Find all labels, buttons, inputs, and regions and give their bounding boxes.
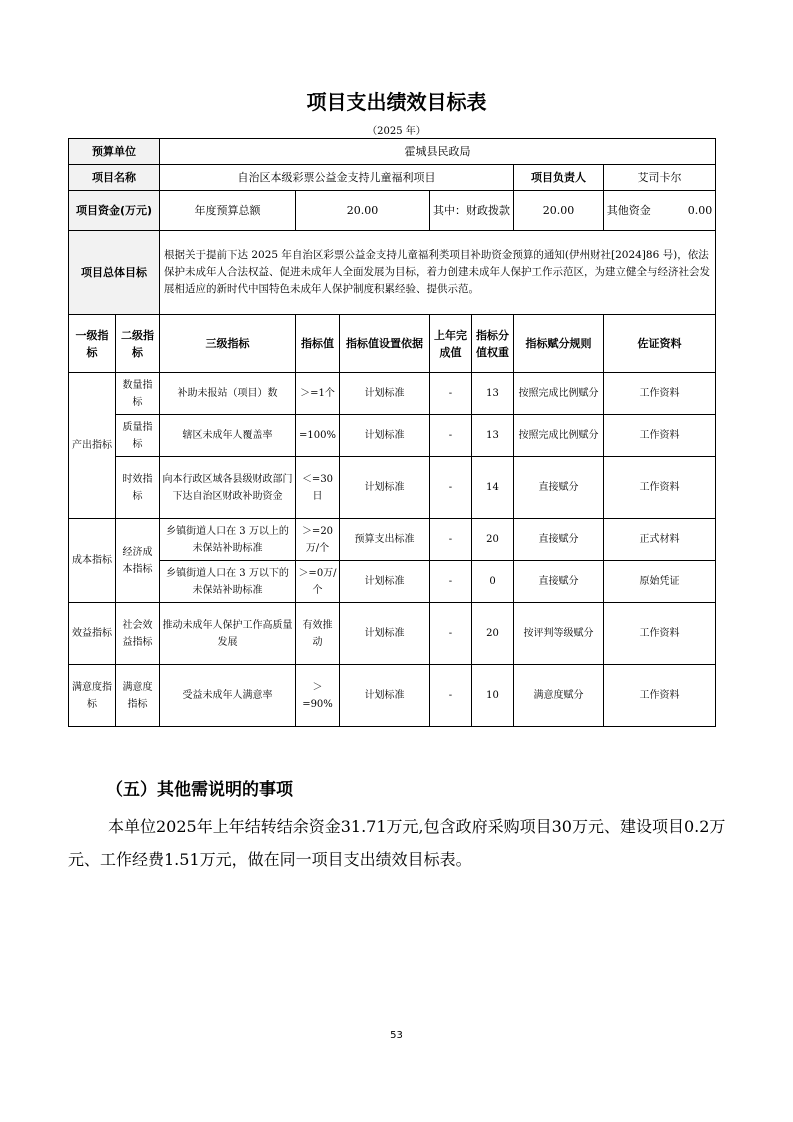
cell-rule: 满意度赋分 (514, 665, 604, 727)
cell-level3: 乡镇街道人口在 3 万以下的未保站补助标准 (160, 561, 296, 603)
overall-goal-label: 项目总体目标 (69, 231, 160, 315)
cell-weight: 13 (472, 415, 514, 457)
cell-weight: 0 (472, 561, 514, 603)
cell-evidence: 工作资料 (604, 373, 716, 415)
cell-level2: 满意度指标 (116, 665, 160, 727)
cell-level2: 时效指标 (116, 457, 160, 519)
cell-weight: 20 (472, 603, 514, 665)
cell-prev: - (430, 415, 472, 457)
cell-level3: 向本行政区域各县级财政部门下达自治区财政补助资金 (160, 457, 296, 519)
other-funds-label: 其他资金 (606, 204, 651, 217)
cell-level2: 经济成本指标 (116, 519, 160, 603)
col-prev: 上年完成值 (430, 315, 472, 373)
overall-goal-text: 根据关于提前下达 2025 年自治区彩票公益金支持儿童福利类项目补助资金预算的通知(伊州财社[2024]86 号)，依法保护未成年人合法权益、促进未成年人全面发展为目标，着力创建未成年人保护工作示范区，为建立健全与经济社会发展相适应的新时代中国特色未成年人保护制度积累经验、提供示范。 (160, 231, 716, 315)
cell-evidence: 工作资料 (604, 665, 716, 727)
cell-value: ＞=90% (296, 665, 340, 727)
cell-prev: - (430, 665, 472, 727)
cell-rule: 直接赋分 (514, 519, 604, 561)
cell-evidence: 工作资料 (604, 457, 716, 519)
cell-level2: 社会效益指标 (116, 603, 160, 665)
cell-value: ＞=0万/个 (296, 561, 340, 603)
cell-level3: 推动未成年人保护工作高质量发展 (160, 603, 296, 665)
col-level2: 二级指标 (116, 315, 160, 373)
cell-rule: 直接赋分 (514, 561, 604, 603)
col-weight: 指标分值权重 (472, 315, 514, 373)
table-row (69, 603, 716, 665)
cell-level3: 补助未报站（项目）数 (160, 373, 296, 415)
section-paragraph: 本单位2025年上年结转结余资金31.71万元,包含政府采购项目30万元、建设项目0.2万元、工作经费1.51万元，做在同一项目支出绩效目标表。 (68, 817, 726, 869)
cell-prev: - (430, 603, 472, 665)
cell-weight: 13 (472, 373, 514, 415)
cell-prev: - (430, 457, 472, 519)
col-level1: 一级指标 (69, 315, 116, 373)
other-funds-value (604, 191, 716, 231)
page-number: 53 (390, 1030, 403, 1041)
budget-unit-value: 霍城县民政局 (160, 139, 716, 165)
cell-weight: 10 (472, 665, 514, 727)
cell-evidence: 原始凭证 (604, 561, 716, 603)
cell-weight: 14 (472, 457, 514, 519)
group-cost: 成本指标 (69, 519, 116, 603)
table-row (69, 561, 716, 603)
funds-label: 项目资金(万元) (69, 191, 160, 231)
cell-value: 有效推动 (296, 603, 340, 665)
cell-value: =100% (296, 415, 340, 457)
table-row (69, 415, 716, 457)
project-name-value: 自治区本级彩票公益金支持儿童福利项目 (160, 165, 514, 191)
cell-basis: 计划标准 (340, 457, 430, 519)
col-value: 指标值 (296, 315, 340, 373)
cell-rule: 按照完成比例赋分 (514, 373, 604, 415)
cell-value: ＜=30日 (296, 457, 340, 519)
cell-level3: 乡镇街道人口在 3 万以上的未保站补助标准 (160, 519, 296, 561)
cell-rule: 按照完成比例赋分 (514, 415, 604, 457)
cell-weight: 20 (472, 519, 514, 561)
table-row (69, 519, 716, 561)
col-level3: 三级指标 (160, 315, 296, 373)
cell-prev: - (430, 373, 472, 415)
cell-value: ＞=20万/个 (296, 519, 340, 561)
cell-rule: 直接赋分 (514, 457, 604, 519)
cell-basis: 计划标准 (340, 561, 430, 603)
cell-basis: 计划标准 (340, 603, 430, 665)
cell-value: ＞=1个 (296, 373, 340, 415)
table-row (69, 457, 716, 519)
project-leader-value: 艾司卡尔 (604, 165, 716, 191)
cell-prev: - (430, 561, 472, 603)
cell-level3: 辖区未成年人覆盖率 (160, 415, 296, 457)
page-title: 项目支出绩效目标表 (306, 90, 487, 114)
table-row (69, 665, 716, 727)
cell-level2: 数量指标 (116, 373, 160, 415)
cell-basis: 预算支出标准 (340, 519, 430, 561)
table-year: （2025 年） (367, 126, 426, 137)
project-name-label: 项目名称 (69, 165, 160, 191)
cell-evidence: 工作资料 (604, 415, 716, 457)
cell-evidence: 正式材料 (604, 519, 716, 561)
performance-table (68, 138, 716, 727)
section-title: （五）其他需说明的事项 (106, 780, 293, 800)
cell-evidence: 工作资料 (604, 603, 716, 665)
group-benefit: 效益指标 (69, 603, 116, 665)
cell-basis: 计划标准 (340, 415, 430, 457)
annual-budget-label: 年度预算总额 (160, 191, 296, 231)
fiscal-value: 20.00 (514, 191, 604, 231)
table-row (69, 373, 716, 415)
cell-basis: 计划标准 (340, 665, 430, 727)
cell-basis: 计划标准 (340, 373, 430, 415)
fiscal-label: 其中：财政拨款 (430, 191, 514, 231)
budget-unit-label: 预算单位 (69, 139, 160, 165)
other-funds-amount: 0.00 (687, 204, 713, 217)
annual-budget-value: 20.00 (296, 191, 430, 231)
project-leader-label: 项目负责人 (514, 165, 604, 191)
col-basis: 指标值设置依据 (340, 315, 430, 373)
cell-rule: 按评判等级赋分 (514, 603, 604, 665)
col-evidence: 佐证资料 (604, 315, 716, 373)
group-satisfaction: 满意度指标 (69, 665, 116, 727)
cell-level3: 受益未成年人满意率 (160, 665, 296, 727)
group-output: 产出指标 (69, 373, 116, 519)
col-rule: 指标赋分规则 (514, 315, 604, 373)
cell-level2: 质量指标 (116, 415, 160, 457)
cell-prev: - (430, 519, 472, 561)
